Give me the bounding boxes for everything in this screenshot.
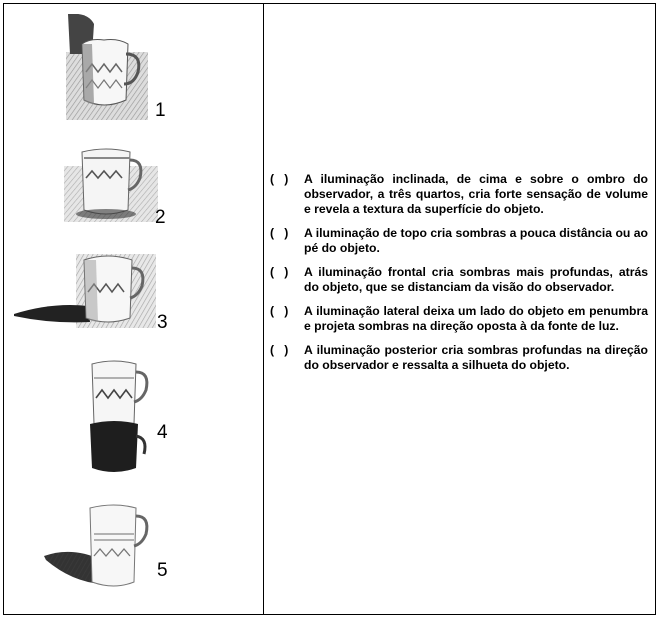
statement-item <box>270 265 648 295</box>
statement-text: A iluminação frontal cria sombras mais profundas, atrás do objeto, que se distanciam da visão do observador. <box>304 265 648 294</box>
figure-number-3: 3 <box>157 312 168 333</box>
answer-blank[interactable]: ( ) <box>270 265 289 279</box>
jug-sketch-3 <box>12 250 162 330</box>
column-divider <box>263 3 264 615</box>
statement-list <box>270 172 648 382</box>
jug-sketch-4 <box>84 358 154 478</box>
statement-item <box>270 172 648 217</box>
statement-text: A iluminação inclinada, de cima e sobre o ombro do observador, a três quartos, cria forte sensação de volume e revela a textura da superfície do objeto. <box>304 172 648 216</box>
statement-text: A iluminação posterior cria sombras profundas na direção do observador e ressalta a silhueta do objeto. <box>304 343 648 372</box>
answer-blank[interactable]: ( ) <box>270 304 289 318</box>
figure-number-4: 4 <box>157 422 168 443</box>
statement-item <box>270 226 648 256</box>
figure-number-5: 5 <box>157 560 168 581</box>
answer-blank[interactable]: ( ) <box>270 226 289 240</box>
jug-sketch-5 <box>42 502 154 592</box>
statement-item <box>270 304 648 334</box>
answer-blank[interactable]: ( ) <box>270 343 289 357</box>
statement-text: A iluminação lateral deixa um lado do objeto em penumbra e projeta sombras na direção oposta à da fonte de luz. <box>304 304 648 333</box>
figure-number-1: 1 <box>155 100 166 121</box>
statement-item <box>270 343 648 373</box>
answer-blank[interactable]: ( ) <box>270 172 289 186</box>
figure-number-2: 2 <box>155 207 166 228</box>
statement-text: A iluminação de topo cria sombras a pouca distância ou ao pé do objeto. <box>304 226 648 255</box>
jug-sketch-2 <box>62 148 162 228</box>
jug-sketch-1 <box>58 14 158 124</box>
